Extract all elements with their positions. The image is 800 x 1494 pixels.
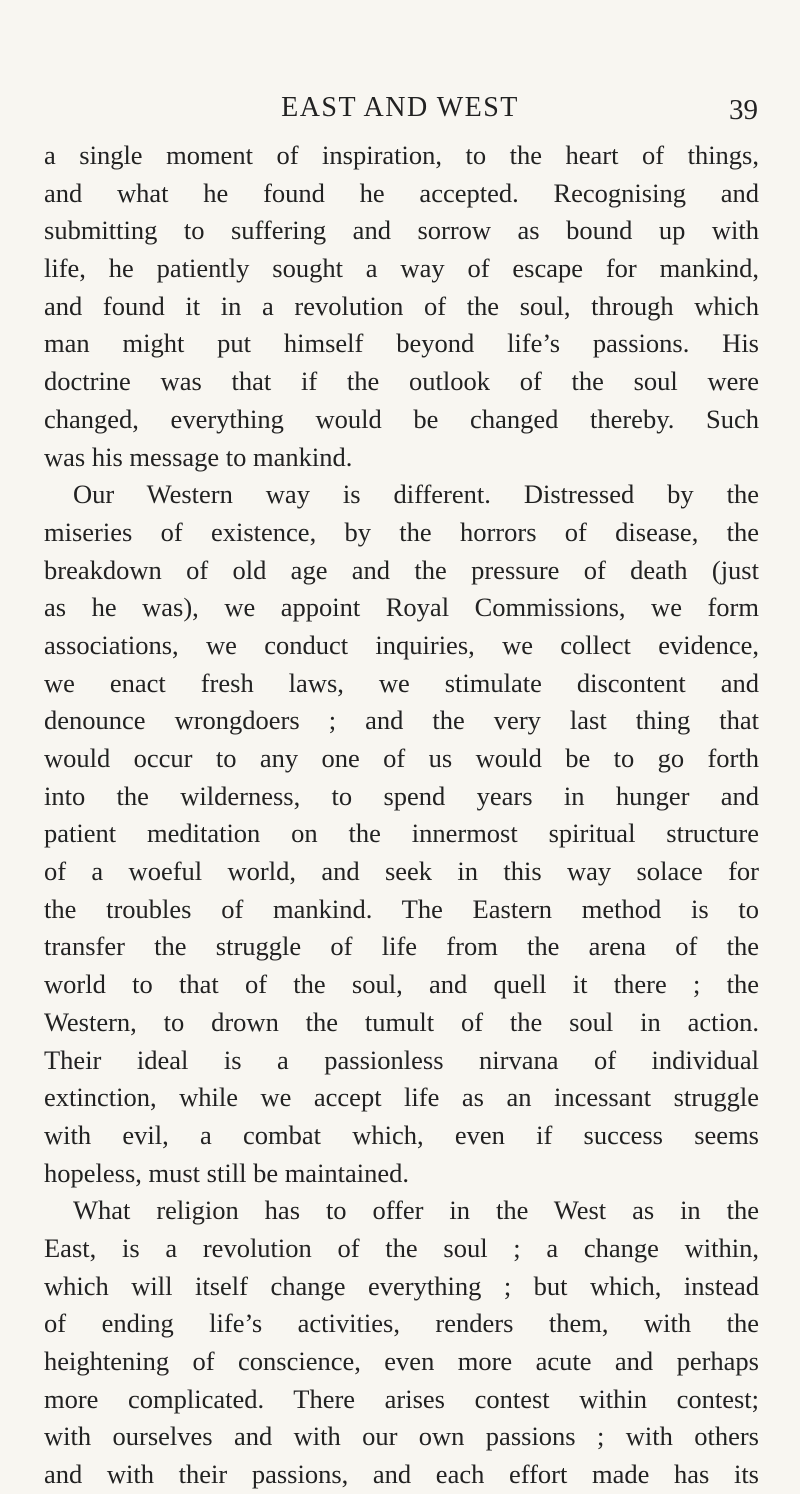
text-line: with evil, a combat which, even if success seems <box>44 1119 759 1150</box>
text-line: patient meditation on the innermost spiritual structure <box>44 818 759 849</box>
text-line: breakdown of old age and the pressure of death (just <box>44 554 759 585</box>
text-line: world to that of the soul, and quell it there ; the <box>44 969 759 1000</box>
text-line: and what he found he accepted. Recognising and <box>44 177 759 208</box>
text-line: miseries of existence, by the horrors of disease, the <box>44 516 759 547</box>
text-line: What religion has to offer in the West as in the <box>73 1195 759 1226</box>
text-line: East, is a revolution of the soul ; a change within, <box>44 1232 759 1263</box>
text-line: hopeless, must still be maintained. <box>44 1157 410 1188</box>
body-text <box>44 137 759 1494</box>
text-line: more complicated. There arises contest within contest; <box>44 1383 759 1414</box>
text-line: Their ideal is a passionless nirvana of individual <box>44 1044 759 1075</box>
text-line: as he was), we appoint Royal Commissions, we form <box>44 592 759 623</box>
running-head <box>0 88 800 128</box>
text-line: denounce wrongdoers ; and the very last thing that <box>44 705 759 736</box>
text-line: the troubles of mankind. The Eastern method is to <box>44 893 759 924</box>
text-line: would occur to any one of us would be to go forth <box>44 743 759 773</box>
text-line: changed, everything would be changed thereby. Such <box>44 403 759 434</box>
text-line: submitting to suffering and sorrow as bound up with <box>44 215 759 246</box>
text-line: man might put himself beyond life’s passions. His <box>44 328 759 359</box>
text-line: life, he patiently sought a way of escape for mankind, <box>44 253 759 284</box>
running-title: EAST AND WEST <box>281 92 519 123</box>
text-line: extinction, while we accept life as an incessant struggle <box>44 1082 759 1113</box>
text-line: of a woeful world, and seek in this way solace for <box>44 856 759 887</box>
text-line: we enact fresh laws, we stimulate discontent and <box>44 667 759 698</box>
text-line: into the wilderness, to spend years in hunger and <box>44 780 759 811</box>
text-line: doctrine was that if the outlook of the soul were <box>44 366 759 397</box>
text-line: and found it in a revolution of the soul, through which <box>44 290 759 321</box>
text-line: which will itself change everything ; but which, instead <box>44 1270 759 1301</box>
text-line: heightening of conscience, even more acute and perhaps <box>44 1346 759 1376</box>
text-line: of ending life’s activities, renders them, with the <box>44 1308 759 1339</box>
page-number: 39 <box>729 94 758 126</box>
text-line: was his message to mankind. <box>44 441 353 472</box>
text-line: Western, to drown the tumult of the soul in action. <box>44 1006 759 1037</box>
text-line: associations, we conduct inquiries, we collect evidence, <box>44 629 759 660</box>
text-line: a single moment of inspiration, to the heart of things, <box>44 140 759 170</box>
text-line: and with their passions, and each effort made has its <box>44 1459 759 1490</box>
text-line: transfer the struggle of life from the arena of the <box>44 931 759 962</box>
text-line: with ourselves and with our own passions ; with others <box>44 1421 759 1452</box>
text-line: Our Western way is different. Distressed by the <box>73 479 759 510</box>
